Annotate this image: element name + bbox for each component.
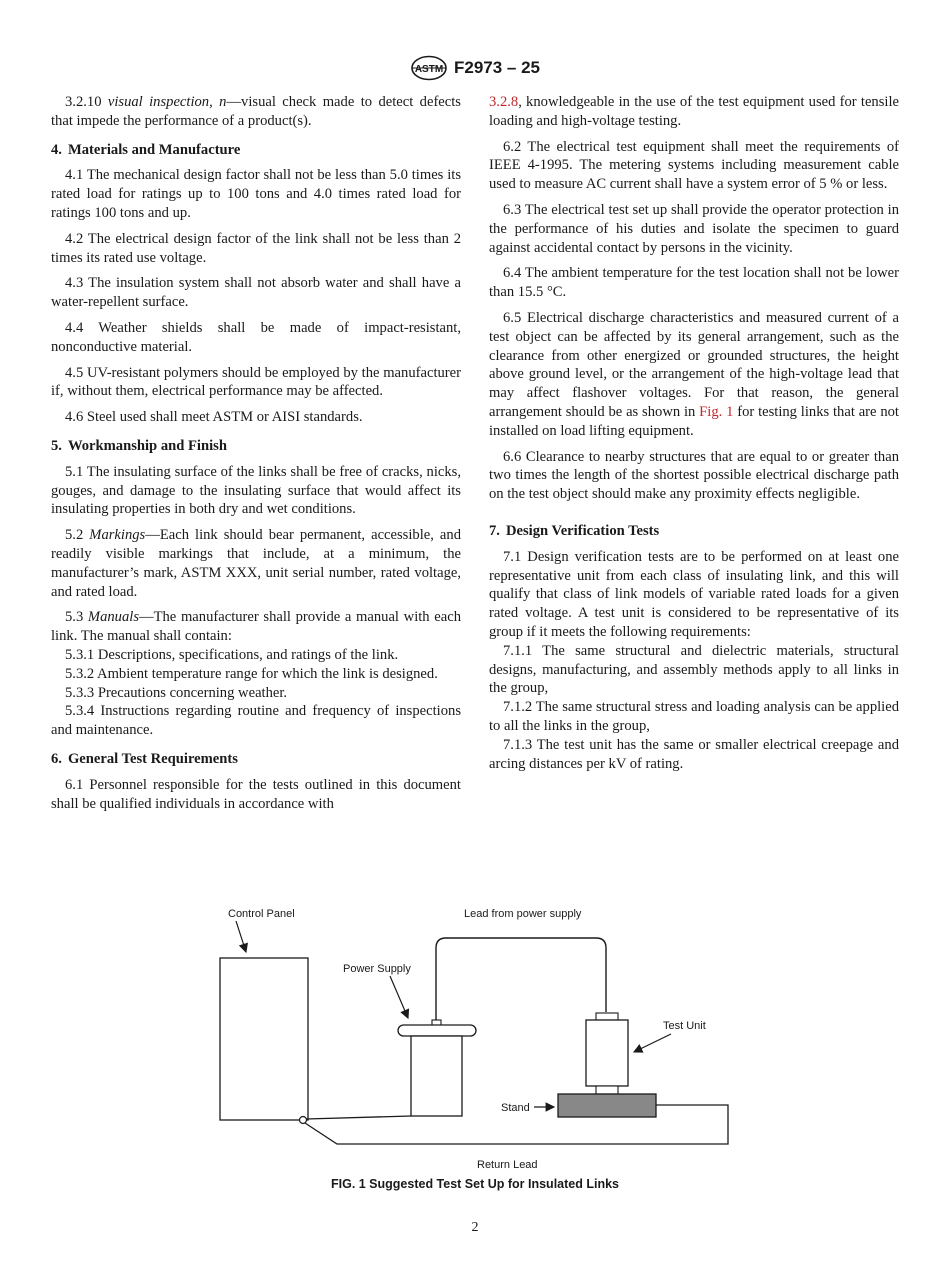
clause-5-3: 5.3 Manuals—The manufacturer shall provide a manual with each link. The manual shall contain: (51, 609, 461, 645)
power-supply-label: Power Supply (343, 963, 411, 975)
clause-5-2: 5.2 Markings—Each link should bear permanent, accessible, and readily visible markings that include, at a minimum, the manufacturer’s mark, ASTM XXX, unit serial number, rated voltage, and rated load. (51, 527, 461, 600)
clause-4-4: 4.4 Weather shields shall be made of impact-resistant, nonconductive material. (51, 319, 461, 355)
section-6-heading: 6. General Test Requirements (51, 750, 238, 767)
clause-4-2: 4.2 The electrical design factor of the link shall not be less than 2 times its rated use voltage. (51, 230, 461, 266)
control-panel (220, 958, 308, 1120)
link-fig-1[interactable]: Fig. 1 (699, 403, 734, 420)
term-visual-inspection: visual inspection, n (107, 94, 227, 110)
figure-1 (200, 900, 760, 1180)
astm-logo-text: ASTM (414, 64, 444, 75)
clause-6-6: 6.6 Clearance to nearby structures that are equal to or greater than two times the length of the shortest possible electrical discharge path on the test object should make any proximity effects negligible. (489, 448, 899, 503)
clause-5-3-1: 5.3.1 Descriptions, specifications, and ratings of the link. (65, 646, 399, 663)
clause-7-1-3: 7.1.3 The test unit has the same or smaller electrical creepage and arcing distances per kV of rating. (489, 736, 899, 772)
test-unit (586, 1020, 628, 1086)
stand-label: Stand (501, 1102, 530, 1114)
clause-6-1: 6.1 Personnel responsible for the tests outlined in this document shall be qualified individuals in accordance with (51, 776, 461, 812)
clause-7-1-2: 7.1.2 The same structural stress and loading analysis can be applied to all the links in the group, (489, 699, 899, 734)
clause-6-4: 6.4 The ambient temperature for the test location shall not be lower than 15.5 °C. (489, 265, 899, 301)
right-column (489, 93, 899, 773)
return-lead-label: Return Lead (477, 1159, 538, 1171)
clause-6-3: 6.3 The electrical test set up shall provide the operator protection in the performance of his duties and isolate the specimen to guard against accidental contact by persons in the vicinity. (489, 201, 899, 256)
test-unit-label: Test Unit (663, 1020, 706, 1032)
figure-caption: FIG. 1 Suggested Test Set Up for Insulated Links (330, 1177, 619, 1191)
document-designation: F2973 – 25 (453, 58, 540, 77)
clause-5-3-4: 5.3.4 Instructions regarding routine and frequency of inspections and maintenance. (51, 703, 461, 739)
clause-4-5: 4.5 UV-resistant polymers should be employed by the manufacturer if, without them, electrical performance may be affected. (51, 364, 461, 400)
stand (558, 1094, 656, 1117)
lead-label: Lead from power supply (464, 908, 582, 920)
page-number: 2 (471, 1220, 479, 1235)
power-supply (411, 1036, 462, 1116)
clause-6-5: 6.5 Electrical discharge characteristics and measured current of a test object can be affected by its general arrangement, such as the clearance from other energized or grounded structures, the height above ground level, or the arrangement of the high-voltage lead that may affect flashover voltages. For that reason, the general arrangement should be as shown in Fig. 1 for testing links that are not installed on load lifting equipment. (489, 309, 899, 439)
clause-4-3: 4.3 The insulation system shall not absorb water and shall have a water-repellent surface. (51, 275, 461, 311)
section-5-heading: 5. Workmanship and Finish (51, 437, 227, 454)
clause-6-1-continued: 3.2.8, knowledgeable in the use of the test equipment used for tensile loading and high-voltage testing. (489, 94, 899, 129)
clause-7-1: 7.1 Design verification tests are to be performed on at least one representative unit from each class of insulating link, and this will qualify that class of link models of variable rated loads for a given rated voltage. A test unit is considered to be representative of its group if it meets the following requirements: (489, 548, 899, 640)
power-supply-bushing (398, 1025, 476, 1036)
link-3-2-8[interactable]: 3.2.8 (489, 94, 519, 110)
control-panel-label: Control Panel (228, 908, 295, 920)
clause-6-2: 6.2 The electrical test equipment shall meet the requirements of IEEE 4-1995. The metering systems including measurement cable used to measure AC current shall have a system error of 5 % or less. (489, 138, 899, 193)
section-7-heading: 7. Design Verification Tests (489, 522, 660, 539)
test-setup-diagram (200, 900, 760, 1180)
clause-4-1: 4.1 The mechanical design factor shall not be less than 5.0 times its rated load for ratings up to 100 tons and 4.0 times rated load for ratings 100 tons and up. (51, 167, 461, 221)
clause-5-1: 5.1 The insulating surface of the links shall be free of cracks, nicks, gouges, and damage to the insulating surface that would affect its insulating properties in both dry and wet conditions. (51, 463, 461, 518)
high-voltage-lead (436, 938, 606, 1020)
ground-terminal (300, 1117, 307, 1124)
clause-3-2-10: 3.2.10 visual inspection, n—visual check made to detect defects that impede the performance of a product(s). (51, 94, 461, 129)
section-4-heading: 4. Materials and Manufacture (51, 141, 241, 158)
page-header (0, 55, 950, 81)
clause-7-1-1: 7.1.1 The same structural and dielectric materials, structural designs, manufacturing, and assembly methods apply to all links in the group, (489, 642, 899, 697)
astm-logo-icon (410, 55, 448, 81)
clause-4-6: 4.6 Steel used shall meet ASTM or AISI standards. (65, 409, 363, 426)
clause-5-3-3: 5.3.3 Precautions concerning weather. (65, 684, 288, 701)
left-column (51, 93, 461, 820)
clause-5-3-2: 5.3.2 Ambient temperature range for which the link is designed. (65, 665, 438, 682)
